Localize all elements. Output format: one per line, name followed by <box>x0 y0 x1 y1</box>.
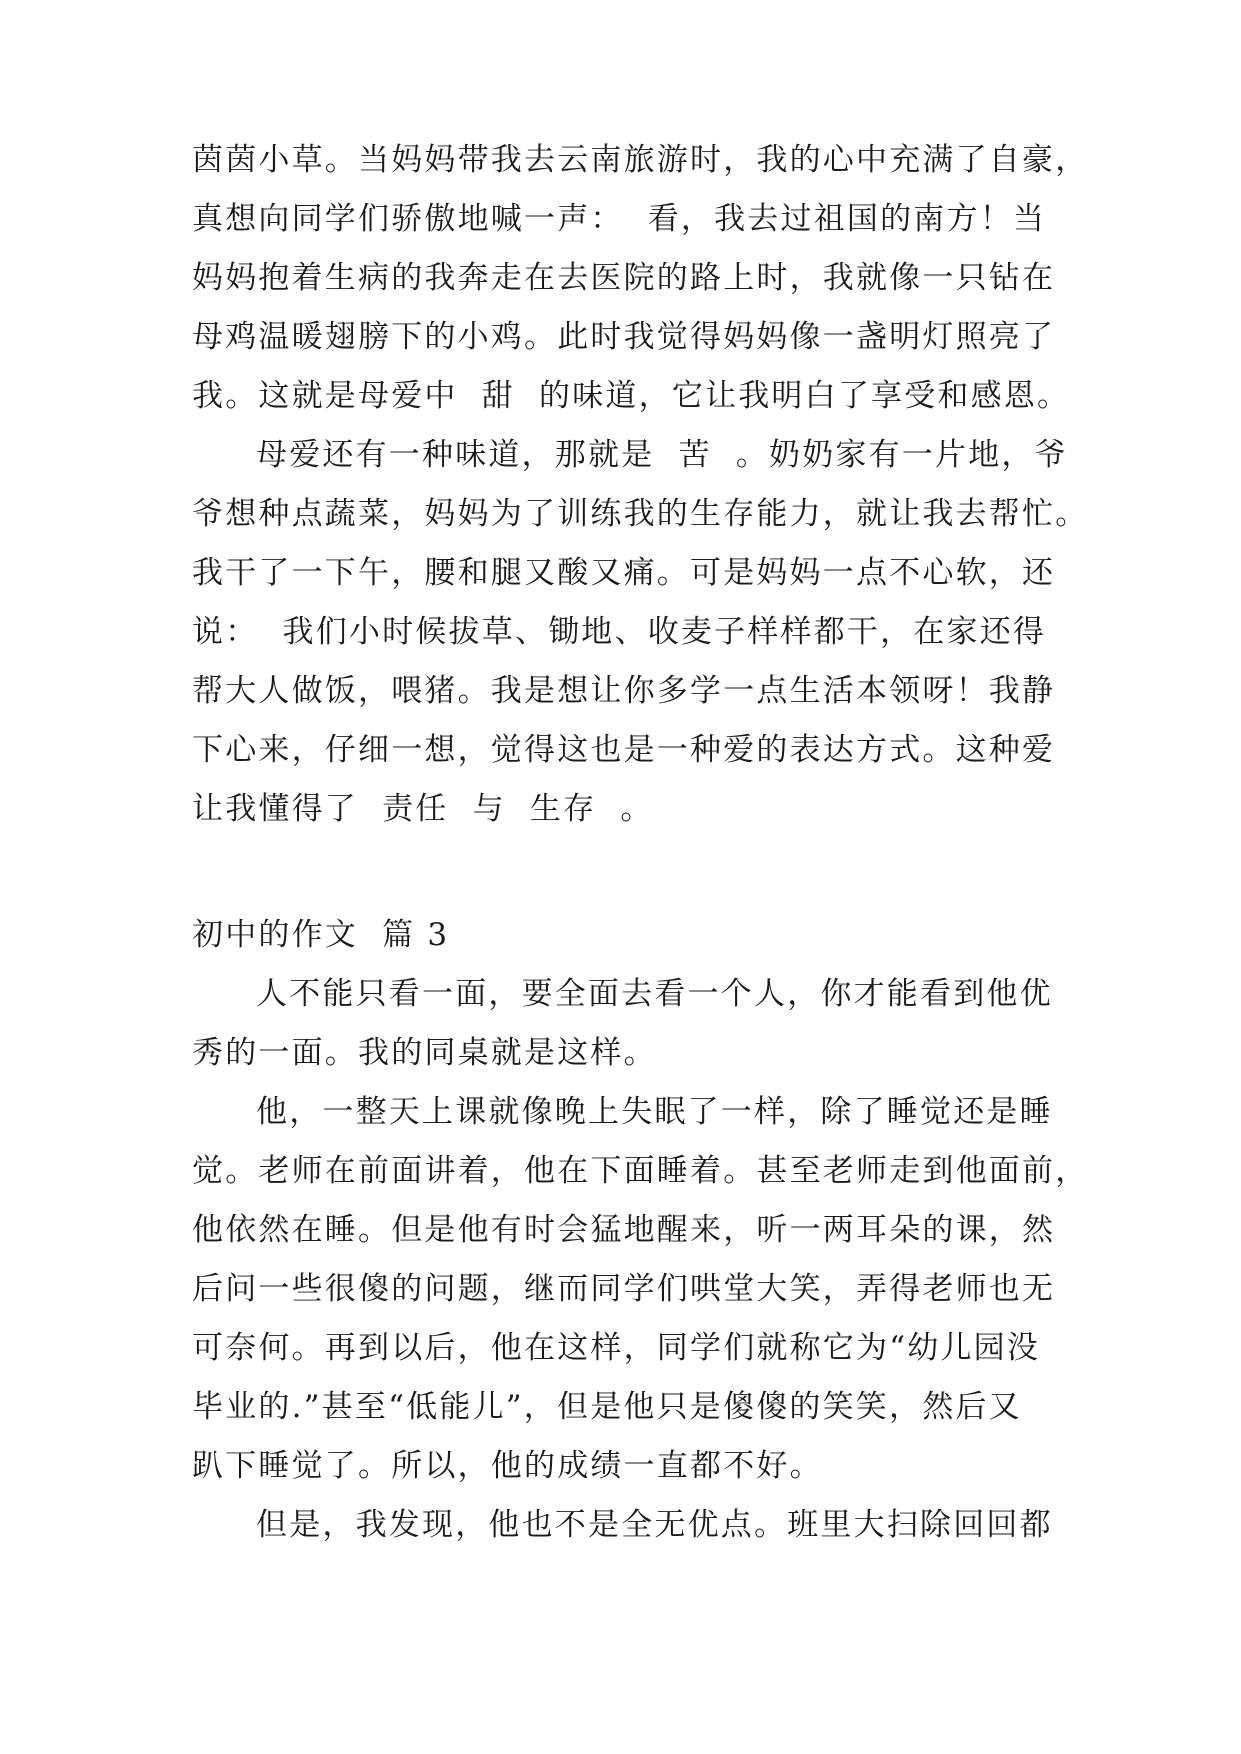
text-line: 妈妈抱着生病的我奔走在去医院的路上时，我就像一只钻在 <box>192 260 1056 296</box>
paragraph-first-line: 母爱还有一种味道，那就是 苦 。奶奶家有一片地，爷 <box>256 437 1068 473</box>
text-line: 我。这就是母爱中 甜 的味道，它让我明白了享受和感恩。 <box>192 378 1071 414</box>
essay-heading: 初中的作文 篇 3 <box>192 917 450 953</box>
text-line: 茵茵小草。当妈妈带我去云南旅游时，我的心中充满了自豪， <box>192 142 1089 178</box>
text-line: 他依然在睡。但是他有时会猛地醒来，听一两耳朵的课，然 <box>192 1212 1056 1248</box>
text-line: 趴下睡觉了。所以，他的成绩一直都不好。 <box>192 1448 823 1484</box>
paragraph-first-line: 人不能只看一面，要全面去看一个人，你才能看到他优 <box>256 976 1053 1012</box>
text-line: 真想向同学们骄傲地喊一声： 看，我去过祖国的南方！当 <box>192 201 1047 237</box>
paragraph-first-line: 但是，我发现，他也不是全无优点。班里大扫除回回都 <box>256 1507 1053 1543</box>
text-line: 后问一些很傻的问题，继而同学们哄堂大笑，弄得老师也无 <box>192 1271 1056 1307</box>
text-line: 下心来，仔细一想，觉得这也是一种爱的表达方式。这种爱 <box>192 732 1056 768</box>
text-line: 母鸡温暖翅膀下的小鸡。此时我觉得妈妈像一盏明灯照亮了 <box>192 319 1056 355</box>
text-line: 说： 我们小时候拔草、锄地、收麦子样样都干，在家还得 <box>192 614 1047 650</box>
paragraph-first-line: 他，一整天上课就像晚上失眠了一样，除了睡觉还是睡 <box>256 1094 1053 1130</box>
text-line: 毕业的.”甚至“低能儿”，但是他只是傻傻的笑笑，然后又 <box>192 1389 1022 1425</box>
text-line: 我干了一下午，腰和腿又酸又痛。可是妈妈一点不心软，还 <box>192 555 1056 591</box>
text-line: 觉。老师在前面讲着，他在下面睡着。甚至老师走到他面前， <box>192 1153 1089 1189</box>
text-line: 爷想种点蔬菜，妈妈为了训练我的生存能力，就让我去帮忙。 <box>192 496 1089 532</box>
text-line: 秀的一面。我的同桌就是这样。 <box>192 1035 657 1071</box>
text-line: 让我懂得了 责任 与 生存 。 <box>192 791 654 827</box>
text-line: 可奈何。再到以后，他在这样，同学们就称它为“幼儿园没 <box>192 1330 1041 1366</box>
text-line: 帮大人做饭，喂猪。我是想让你多学一点生活本领呀！我静 <box>192 673 1056 709</box>
